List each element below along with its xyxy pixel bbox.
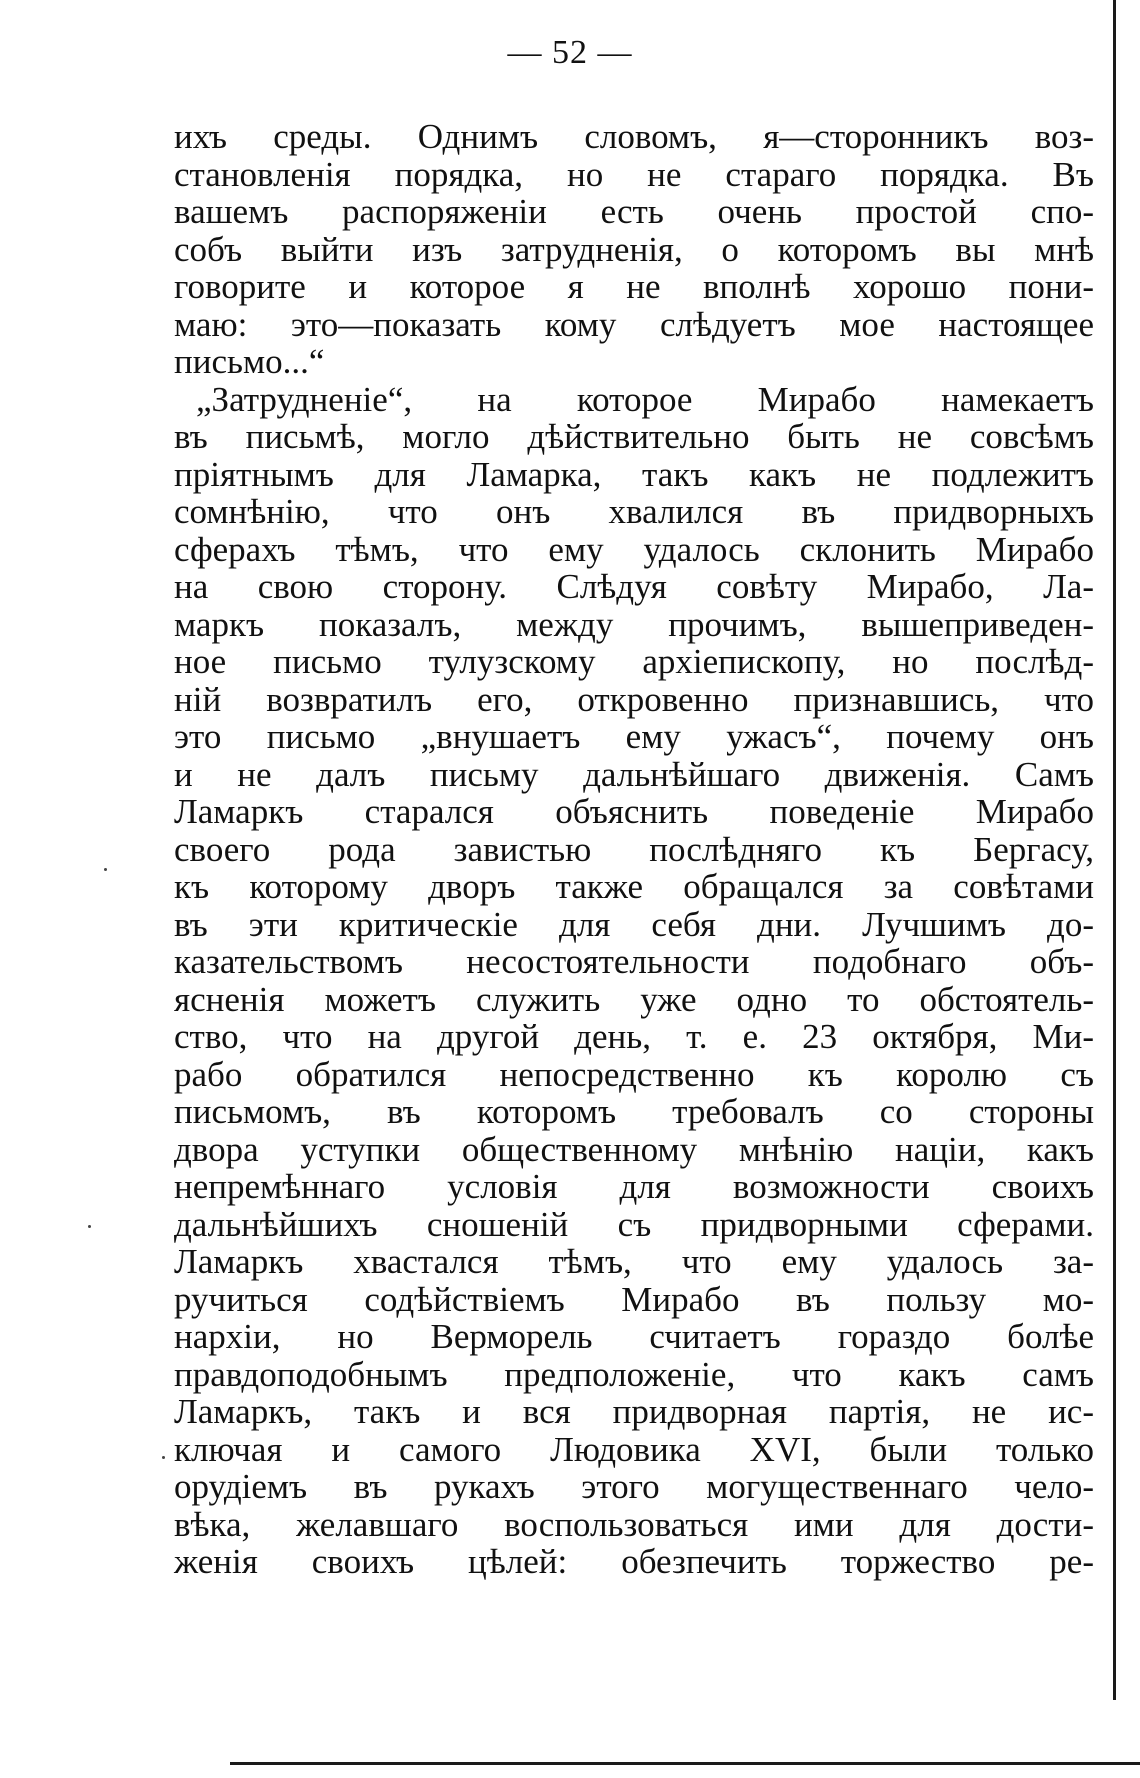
text-line: становленія порядка, но не стараго порядка. Въ [174, 154, 1094, 194]
text-line: маркъ показалъ, между прочимъ, вышеприведен- [174, 604, 1094, 644]
body-text [174, 118, 1094, 1581]
scan-speck [162, 1456, 165, 1459]
text-line: двора уступки общественному мнѣнію націи, какъ [174, 1129, 1094, 1169]
text-line: вѣка, желавшаго воспользоваться ими для дости- [174, 1504, 1094, 1544]
text-line: сомнѣнію, что онъ хвалился въ придворныхъ [174, 492, 1094, 531]
scan-speck [104, 868, 107, 871]
text-line: и не далъ письму дальнѣйшаго движенія. Самъ [174, 754, 1094, 794]
text-line: письмо...“ [174, 342, 325, 381]
text-line: правдоподобнымъ предположеніе, что какъ самъ [174, 1354, 1094, 1394]
text-line: женія своихъ цѣлей: обезпечить торжество ре- [174, 1542, 1094, 1581]
text-line: Ламаркъ, такъ и вся придворная партія, не ис- [174, 1392, 1094, 1431]
text-line: въ эти критическіе для себя дни. Лучшимъ до- [174, 904, 1094, 944]
text-line: къ которому дворъ также обращался за совѣтами [174, 867, 1094, 906]
text-line: своего рода завистью послѣдняго къ Бергасу, [174, 829, 1094, 869]
text-line: это письмо „внушаетъ ему ужасъ“, почему онъ [174, 717, 1094, 756]
text-line: ручиться содѣйствіемъ Мирабо въ пользу мо- [174, 1279, 1094, 1319]
text-line: письмомъ, въ которомъ требовалъ со стороны [174, 1092, 1094, 1131]
page-number: — 52 — [507, 34, 633, 71]
text-line: Ламаркъ старался объяснить поведеніе Мирабо [174, 792, 1094, 831]
text-line: собъ выйти изъ затрудненія, о которомъ вы мнѣ [174, 229, 1094, 269]
paragraph-first-line: „Затрудненіе“, на которое Мирабо намекаетъ [196, 379, 1094, 419]
scan-speck [88, 1225, 91, 1228]
right-page-rule [1113, 0, 1116, 1700]
text-line: вашемъ распоряженіи есть очень простой спо- [174, 192, 1094, 231]
text-line: ясненія можетъ служить уже одно то обстоятель- [174, 979, 1094, 1019]
text-line: ихъ среды. Однимъ словомъ, я—сторонникъ воз- [174, 117, 1094, 156]
text-line: ключая и самого Людовика XVI, были только [174, 1429, 1094, 1469]
text-line: сферахъ тѣмъ, что ему удалось склонить Мирабо [174, 529, 1094, 569]
text-line: нархіи, но Верморель считаетъ гораздо болѣе [174, 1317, 1094, 1356]
text-line: рабо обратился непосредственно къ королю съ [174, 1054, 1094, 1094]
text-line: Ламаркъ хвастался тѣмъ, что ему удалось за- [174, 1242, 1094, 1281]
text-line: дальнѣйшихъ сношеній съ придворными сферами. [174, 1204, 1094, 1244]
text-line: непремѣннаго условія для возможности своихъ [174, 1167, 1094, 1206]
text-line: ній возвратилъ его, откровенно признавшись, что [174, 679, 1094, 719]
text-line: ное письмо тулузскому архіепископу, но послѣд- [174, 642, 1094, 681]
bottom-page-rule [230, 1762, 1140, 1765]
text-line: въ письмѣ, могло дѣйствительно быть не совсѣмъ [174, 417, 1094, 456]
text-line: маю: это—показать кому слѣдуетъ мое настоящее [174, 304, 1094, 344]
text-line: казательствомъ несостоятельности подобнаго объ- [174, 942, 1094, 981]
text-line: говорите и которое я не вполнѣ хорошо пони- [174, 267, 1094, 306]
text-line: ство, что на другой день, т. е. 23 октября, Ми- [174, 1017, 1094, 1056]
text-line: пріятнымъ для Ламарка, такъ какъ не подлежитъ [174, 454, 1094, 494]
text-line: на свою сторону. Слѣдуя совѣту Мирабо, Ла- [174, 567, 1094, 606]
text-line: орудіемъ въ рукахъ этого могущественнаго чело- [174, 1467, 1094, 1506]
